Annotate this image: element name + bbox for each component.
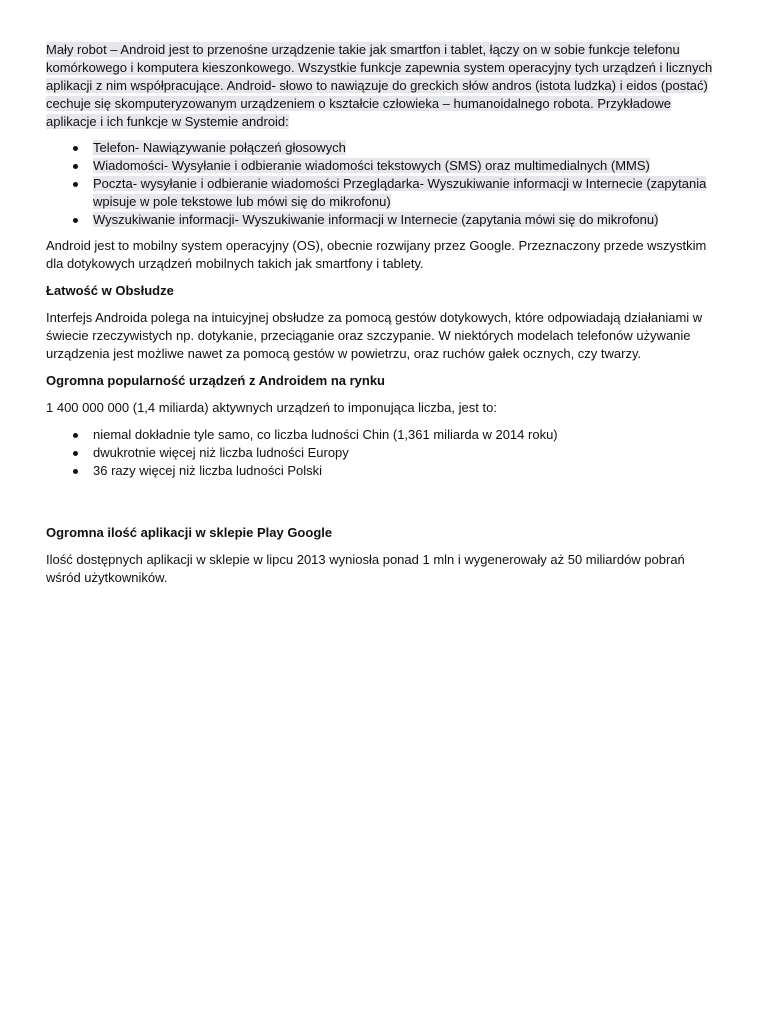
list-item bbox=[93, 444, 722, 462]
play-store-heading: Ogromna ilość aplikacji w sklepie Play Google bbox=[46, 525, 333, 540]
bullet-icon bbox=[73, 469, 78, 474]
list-item bbox=[93, 426, 722, 444]
list-item-text: Wiadomości- Wysyłanie i odbieranie wiadomości tekstowych (SMS) oraz multimedialnych (MMS) bbox=[93, 158, 650, 173]
bullet-icon bbox=[73, 218, 78, 223]
intro-highlighted-text: Mały robot – Android jest to przenośne urządzenie takie jak smartfon i tablet, łączy on w sobie funkcje telefonu komórkowego i komputera kieszonkowego. Wszystkie funkcje zapewnia system operacyjny tych urządzeń i licznych aplikacji z nim współpracujące. Android- słowo to nawiązuje do greckich słów andros (istota ludzka) i eidos (postać) cechuje się skomputeryzowanym urządzeniem o kształcie człowieka – humanoidalnego robota. Przykładowe aplikacje i ich funkcje w Systemie android: bbox=[46, 42, 713, 129]
list-item bbox=[93, 211, 722, 229]
android-os-paragraph: Android jest to mobilny system operacyjny (OS), obecnie rozwijany przez Google. Przeznaczony przede wszystkim dla dotykowych urządzeń mobilnych takich jak smartfony i tablety. bbox=[46, 238, 707, 271]
list-item bbox=[93, 157, 722, 175]
list-item-text: Telefon- Nawiązywanie połączeń głosowych bbox=[93, 140, 346, 155]
apps-list bbox=[46, 139, 722, 229]
list-item bbox=[93, 139, 722, 157]
bullet-icon bbox=[73, 146, 78, 151]
popularity-paragraph: 1 400 000 000 (1,4 miliarda) aktywnych urządzeń to imponująca liczba, jest to: bbox=[46, 400, 497, 415]
ease-of-use-paragraph: Interfejs Androida polega na intuicyjnej obsłudze za pomocą gestów dotykowych, które odpowiadają działaniami w świecie rzeczywistych np. dotykanie, przeciąganie oraz szczypanie. W niektórych modelach telefonów używanie urządzenia jest możliwe nawet za pomocą gestów w powietrzu, oraz ruchów gałek ocznych, czy twarzy. bbox=[46, 310, 703, 361]
list-item bbox=[93, 175, 722, 211]
list-item-text: Poczta- wysyłanie i odbieranie wiadomości Przeglądarka- Wyszukiwanie informacji w Internecie (zapytania wpisuje w pole tekstowe lub mówi się do mikrofonu) bbox=[93, 176, 707, 209]
bullet-icon bbox=[73, 433, 78, 438]
bullet-icon bbox=[73, 451, 78, 456]
list-item-text: niemal dokładnie tyle samo, co liczba ludności Chin (1,361 miliarda w 2014 roku) bbox=[93, 427, 558, 442]
bullet-icon bbox=[73, 182, 78, 187]
intro-paragraph bbox=[46, 41, 722, 131]
bullet-icon bbox=[73, 164, 78, 169]
list-item-text: dwukrotnie więcej niż liczba ludności Europy bbox=[93, 445, 349, 460]
play-store-paragraph: Ilość dostępnych aplikacji w sklepie w lipcu 2013 wyniosła ponad 1 mln i wygenerowały aż 50 miliardów pobrań wśród użytkowników. bbox=[46, 552, 685, 585]
ease-of-use-heading: Łatwość w Obsłudze bbox=[46, 283, 174, 298]
list-item bbox=[93, 462, 722, 480]
list-item-text: 36 razy więcej niż liczba ludności Polski bbox=[93, 463, 323, 478]
list-item-text: Wyszukiwanie informacji- Wyszukiwanie informacji w Internecie (zapytania mówi się do mikrofonu) bbox=[93, 212, 659, 227]
blank-space bbox=[46, 488, 722, 524]
popularity-heading: Ogromna popularność urządzeń z Androidem na rynku bbox=[46, 373, 386, 388]
popularity-list bbox=[46, 426, 722, 480]
